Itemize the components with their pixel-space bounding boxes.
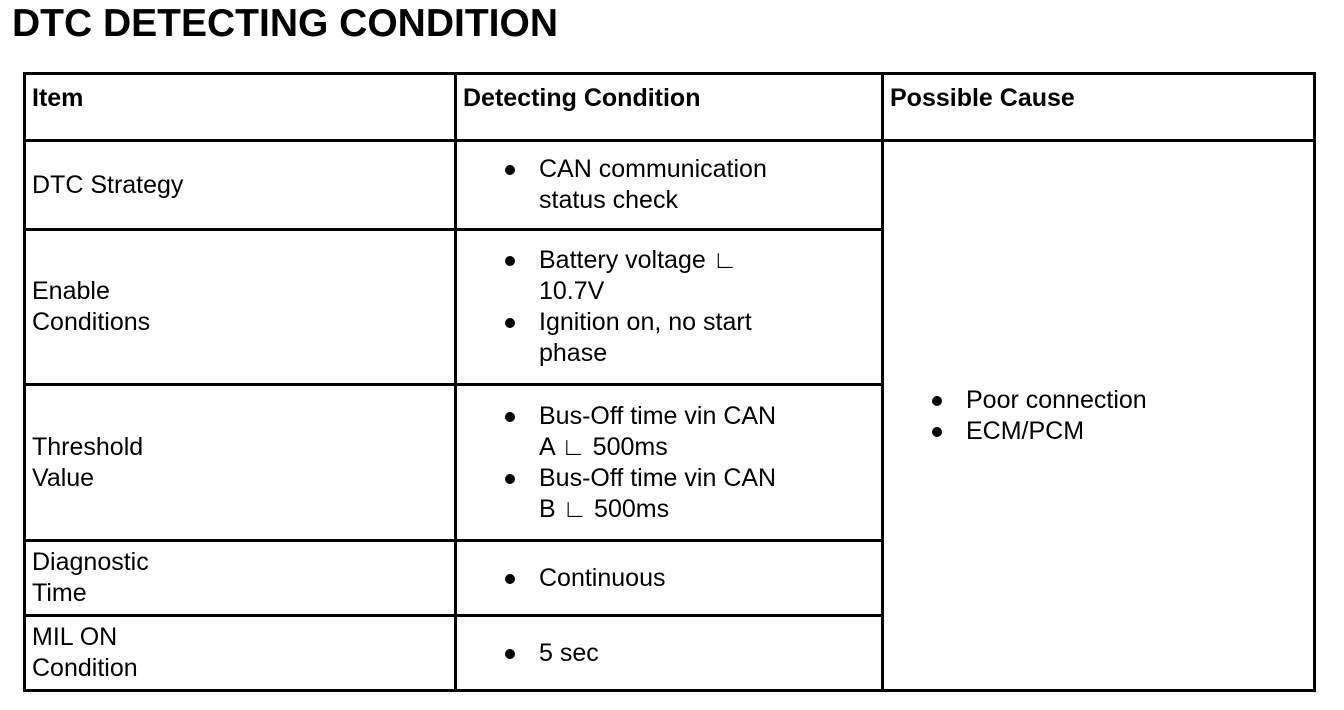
item-label: Conditions	[32, 308, 151, 336]
cause-text: Poor connection	[966, 385, 1147, 414]
header-possible-cause: Possible Cause	[883, 74, 1315, 141]
list-item	[932, 416, 1307, 447]
condition-text: Bus-Off time vin CAN	[539, 401, 777, 430]
condition-text: A ∟ 500ms	[539, 432, 668, 461]
condition-text: 5 sec	[539, 638, 599, 667]
condition-cell-dtc-strategy	[456, 141, 883, 230]
condition-list	[463, 245, 875, 369]
list-item	[932, 385, 1307, 416]
condition-text: Continuous	[539, 563, 666, 592]
condition-cell-threshold-value	[456, 385, 883, 541]
item-cell-mil-on-condition	[25, 616, 456, 691]
condition-text: Bus-Off time vin CAN	[539, 463, 777, 492]
table-header-row	[25, 74, 1315, 141]
item-cell-diagnostic-time	[25, 541, 456, 616]
cause-text: ECM/PCM	[966, 416, 1085, 445]
list-item	[505, 245, 875, 307]
item-cell-dtc-strategy	[25, 141, 456, 230]
condition-cell-enable-conditions	[456, 230, 883, 385]
condition-text: phase	[539, 339, 608, 367]
list-item	[505, 638, 875, 669]
condition-text: status check	[539, 186, 678, 214]
condition-cell-mil-on-condition	[456, 616, 883, 691]
possible-cause-cell	[883, 141, 1315, 691]
list-item	[505, 563, 875, 594]
list-item	[505, 401, 875, 463]
bullet-icon	[505, 649, 515, 659]
condition-text: B ∟ 500ms	[539, 494, 670, 523]
list-item	[505, 154, 875, 216]
bullet-icon	[932, 427, 942, 437]
bullet-icon	[932, 396, 942, 406]
bullet-icon	[505, 574, 515, 584]
condition-text: Battery voltage ∟	[539, 246, 738, 274]
item-cell-enable-conditions	[25, 230, 456, 385]
list-item	[505, 307, 875, 369]
item-label: Threshold	[32, 432, 144, 461]
condition-text: Ignition on, no start	[539, 308, 752, 336]
bullet-icon	[505, 318, 515, 328]
item-label: DTC Strategy	[32, 170, 184, 199]
bullet-icon	[505, 256, 515, 266]
header-item: Item	[25, 74, 456, 141]
item-label: Time	[32, 579, 87, 607]
condition-text: CAN communication	[539, 155, 767, 183]
item-label: MIL ON	[32, 623, 118, 651]
list-item	[505, 463, 875, 525]
bullet-icon	[505, 165, 515, 175]
item-label: Condition	[32, 654, 138, 682]
header-detecting-condition: Detecting Condition	[456, 74, 883, 141]
item-cell-threshold-value	[25, 385, 456, 541]
condition-list	[463, 563, 875, 594]
condition-list	[463, 154, 875, 216]
dtc-condition-table	[23, 72, 1316, 692]
condition-text: 10.7V	[539, 277, 605, 305]
condition-cell-diagnostic-time	[456, 541, 883, 616]
table-row	[25, 141, 1315, 230]
bullet-icon	[505, 412, 515, 422]
bullet-icon	[505, 474, 515, 484]
item-label: Enable	[32, 277, 110, 305]
item-label: Value	[32, 463, 95, 492]
item-label: Diagnostic	[32, 548, 149, 576]
condition-list	[463, 401, 875, 525]
cause-list	[890, 385, 1307, 447]
condition-list	[463, 638, 875, 669]
page-title: DTC DETECTING CONDITION	[12, 2, 558, 45]
